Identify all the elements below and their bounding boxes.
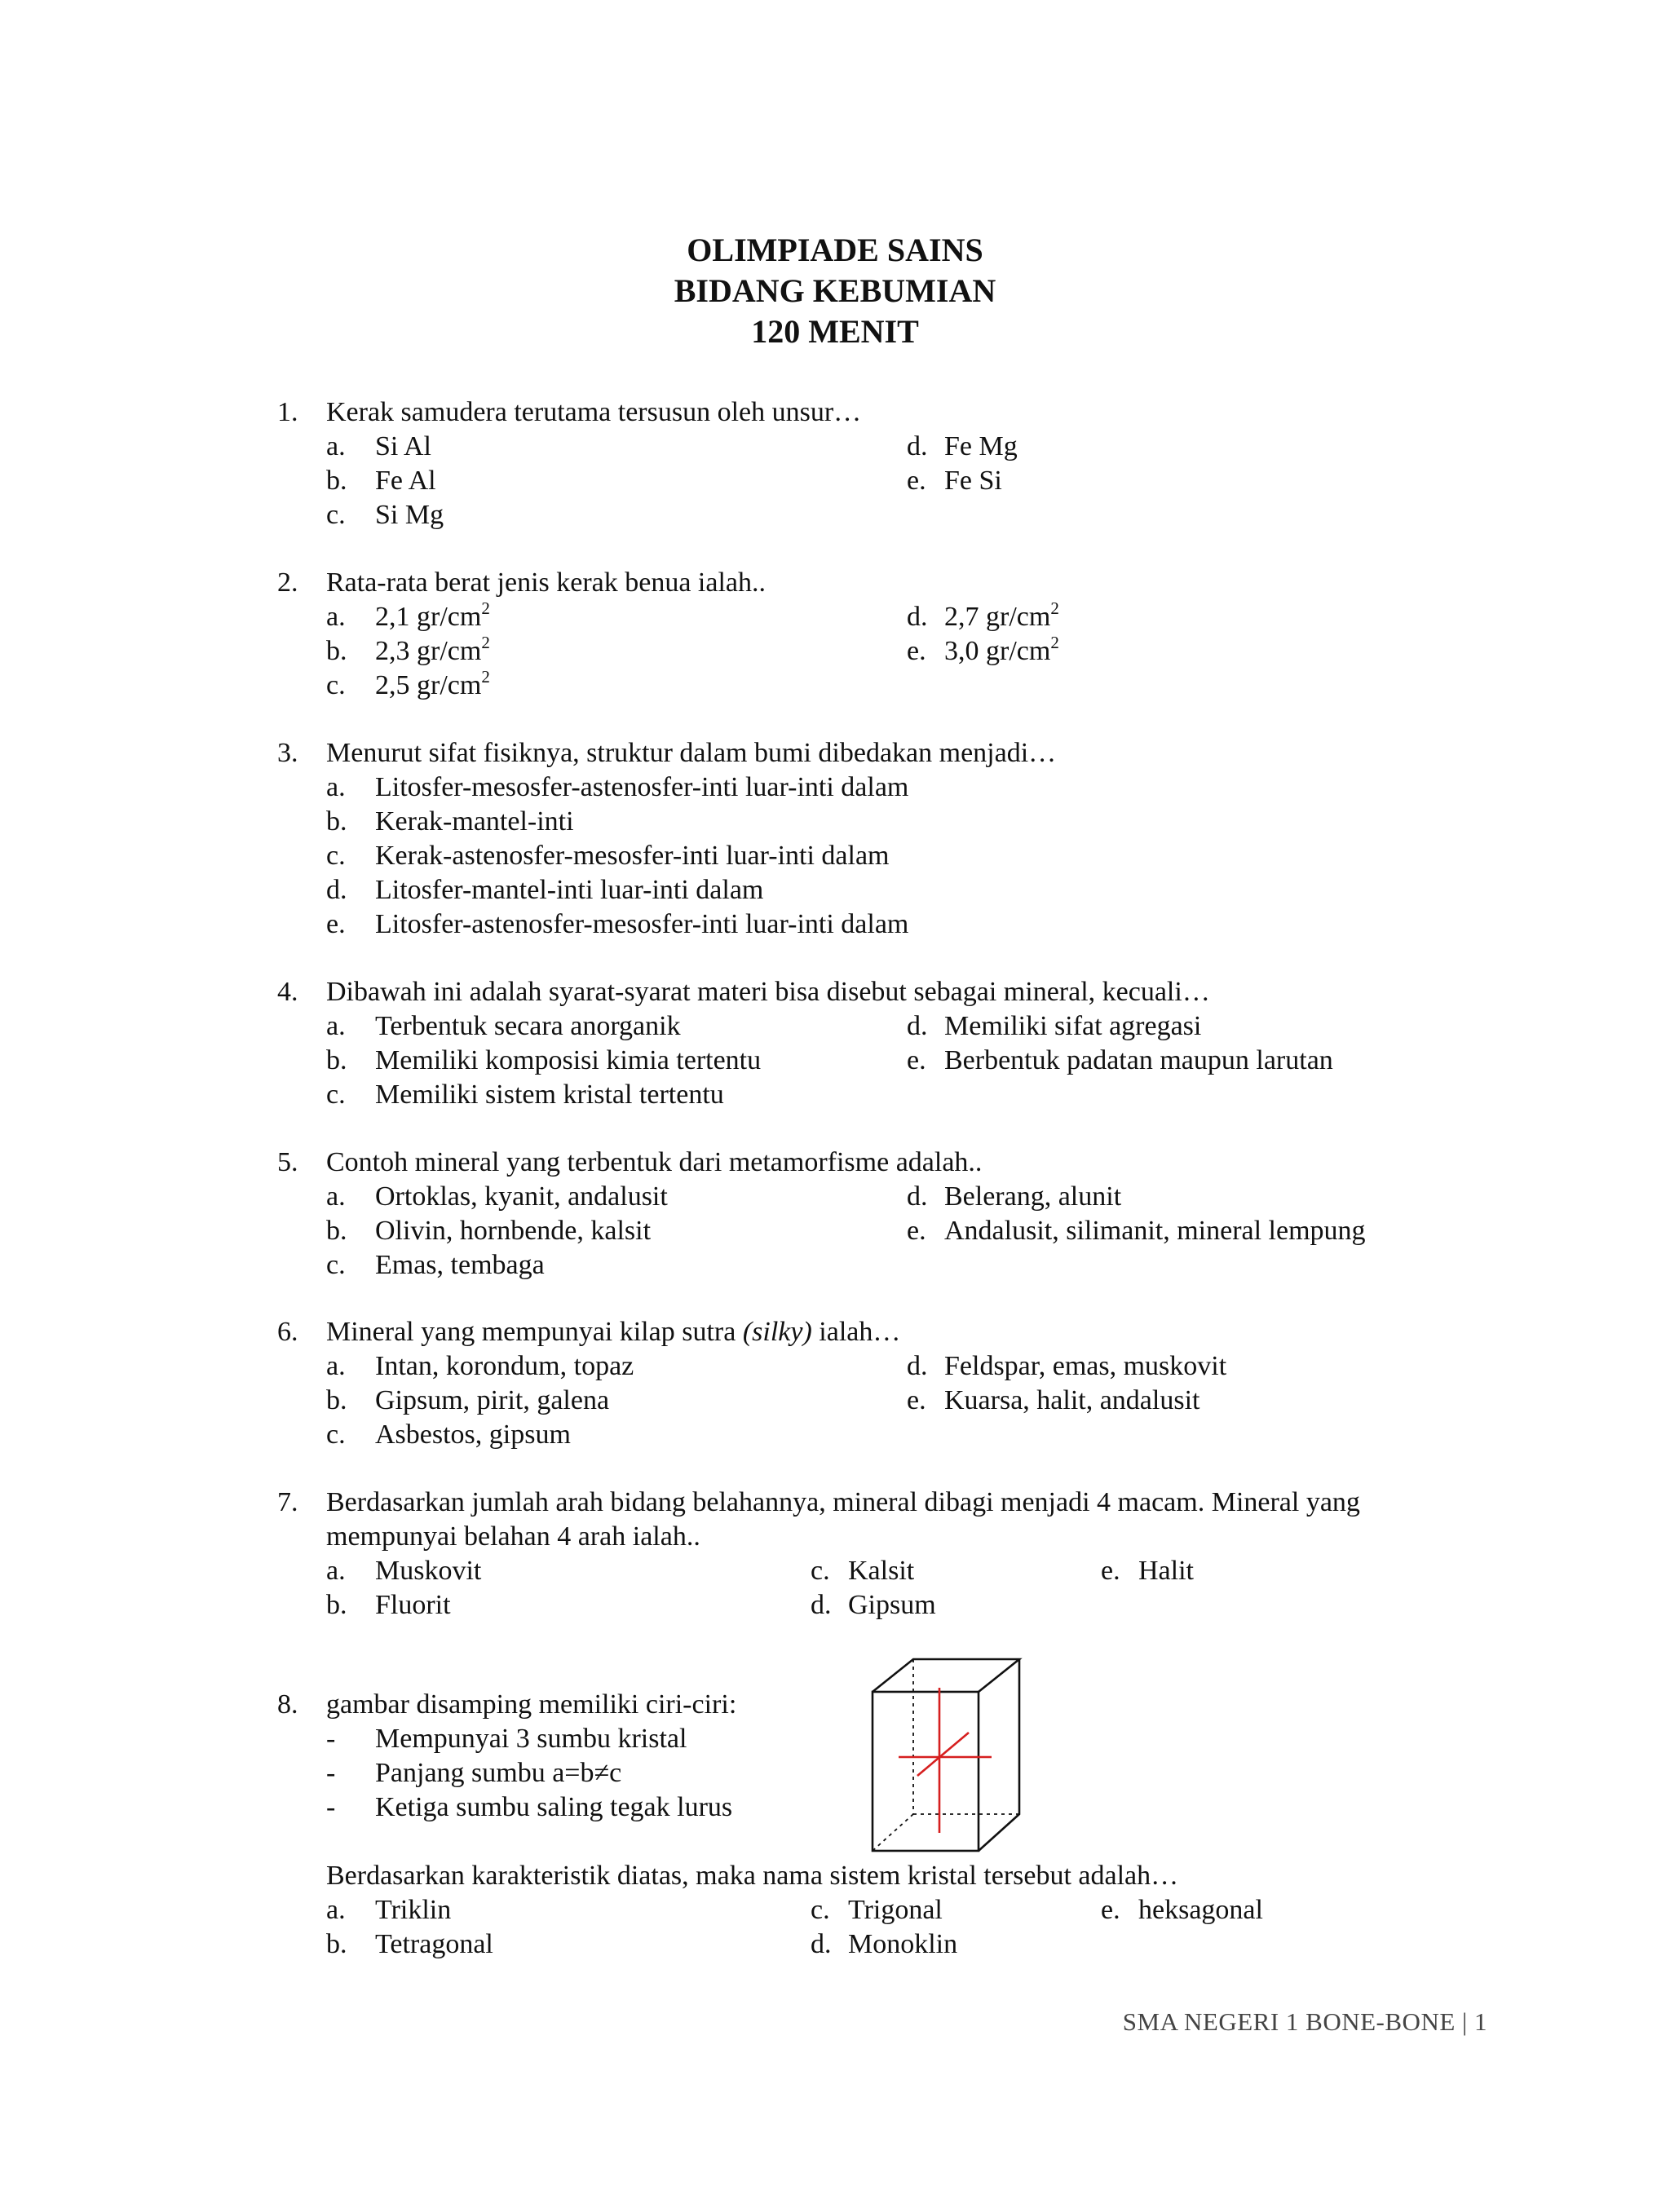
question-number: 6. bbox=[277, 1317, 298, 1347]
question-text: Mineral yang mempunyai kilap sutra (silky) ialah… bbox=[326, 1317, 901, 1347]
exam-title bbox=[0, 230, 1670, 352]
question-prompt: Berdasarkan karakteristik diatas, maka nama sistem kristal tersebut adalah… bbox=[326, 1861, 1179, 1891]
tetragonal-crystal-figure bbox=[864, 1655, 1027, 1859]
question-text: gambar disamping memiliki ciri-ciri: bbox=[326, 1689, 737, 1720]
question-number: 7. bbox=[277, 1487, 298, 1517]
question-text: Kerak samudera terutama tersusun oleh unsur… bbox=[326, 397, 862, 427]
question-number: 2. bbox=[277, 567, 298, 598]
top-face bbox=[873, 1659, 1019, 1692]
page-number: 1 bbox=[1474, 2007, 1487, 2036]
question-text-line-1: Berdasarkan jumlah arah bidang belahannya, mineral dibagi menjadi 4 macam. Mineral yang bbox=[326, 1487, 1360, 1517]
question-text-line-2: mempunyai belahan 4 arah ialah.. bbox=[326, 1521, 700, 1552]
title-line-3: 120 MENIT bbox=[751, 313, 919, 350]
page-footer bbox=[1123, 2007, 1487, 2037]
question-text: Contoh mineral yang terbentuk dari metamorfisme adalah.. bbox=[326, 1147, 983, 1177]
question-number: 5. bbox=[277, 1147, 298, 1177]
question-number: 8. bbox=[277, 1689, 298, 1720]
question-number: 1. bbox=[277, 397, 298, 427]
prism-outline bbox=[873, 1659, 1019, 1851]
question-text: Rata-rata berat jenis kerak benua ialah.. bbox=[326, 567, 767, 598]
exam-page: OLIMPIADE SAINS BIDANG KEBUMIAN 120 MENIT 1. Kerak samudera terutama tersusun oleh unsur… a. Si Al d. Fe Mg b. Fe Al e. Fe Si c. Si Mg 2. Rata-rata berat jenis kerak benua ialah.. a. 2,1 $gr/cm^2$ d. 2,7 $gr/cm^2$ b. 2,3 $gr/cm^2$ e. 3,0 $gr/cm^2$ c. 2,5 $gr/cm^2$ 3. Menurut sifat fisiknya, struktur dalam bumi dibedakan menjadi… a. Litosfer-mesosfer-astenosfer-inti luar-inti dalam b. Kerak-mantel-inti c. Kerak-astenosfer-mesosfer-inti luar-inti dalam d. Litosfer-mantel-inti luar-inti dalam e. Litosfer-astenosfer-mesosfer-inti luar-inti dalam 4. Dibawah ini adalah syarat-syarat materi bisa disebut sebagai mineral, kecuali… a. Terbentuk secara anorganik d. Memiliki sifat agregasi b. Memiliki komposisi kimia tertentu e. Berbentuk padatan maupun larutan c. Memiliki sistem kristal tertentu 5. Contoh mineral yang terbentuk dari metamorfisme adalah.. a. Ortoklas, kyanit, andalusit d. Belerang, alunit b. Olivin, hornbende, kalsit e. Andalusit, silimanit, mineral lempung c. Emas, tembaga 6. Mineral yang mempunyai kilap sutra (silky) ialah… a. Intan, korondum, topaz d. Feldspar, emas, muskovit b. Gipsum, pirit, galena e. Kuarsa, halit, andalusit c. Asbestos, gipsum 7. Berdasarkan jumlah arah bidang belahannya, mineral dibagi menjadi 4 macam. Mineral yang mempunyai belahan 4 arah ialah.. a. Muskovit c. Kalsit e. Halit b. Fluorit d. Gipsum 8. gambar disamping memiliki ciri-ciri: - Mempunyai 3 sumbu kristal - Panjang sumbu a=b≠c - Ketiga sumbu saling tegak lurus Berdasarkan karakteristik diatas, maka nama sistem kristal tersebut adalah… a. Triklin c. Trigonal e. heksagonal b. Tetragonal d. Monoklin SMA NEGERI 1 BONE-BONE | 1 bbox=[0, 0, 1670, 2212]
question-text: Menurut sifat fisiknya, struktur dalam bumi dibedakan menjadi… bbox=[326, 738, 1057, 768]
question-number: 4. bbox=[277, 977, 298, 1007]
school-name: SMA NEGERI 1 BONE-BONE bbox=[1122, 2007, 1456, 2036]
title-line-2: BIDANG KEBUMIAN bbox=[674, 272, 996, 309]
question-text: Dibawah ini adalah syarat-syarat materi bisa disebut sebagai mineral, kecuali… bbox=[326, 977, 1210, 1007]
footer-separator: | bbox=[1462, 2007, 1468, 2036]
a-axis bbox=[917, 1733, 969, 1776]
front-face bbox=[873, 1692, 979, 1851]
hidden-edges bbox=[873, 1659, 1019, 1851]
title-line-1: OLIMPIADE SAINS bbox=[687, 232, 983, 268]
question-number: 3. bbox=[277, 738, 298, 768]
